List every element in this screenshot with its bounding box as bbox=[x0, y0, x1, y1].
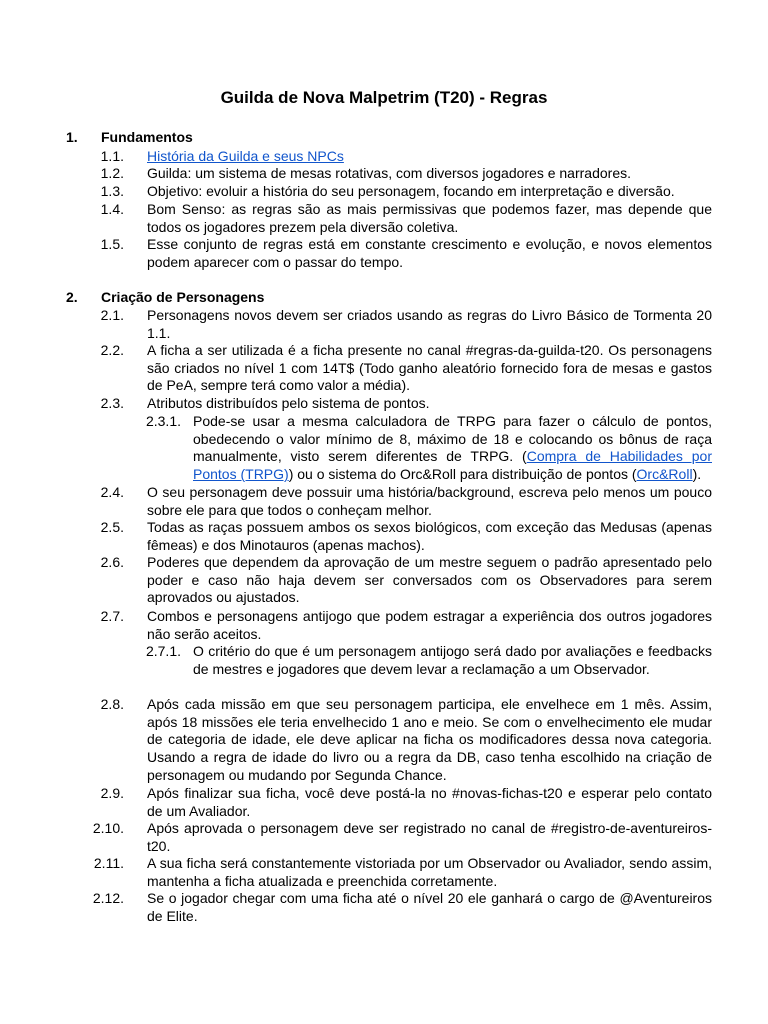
list-item: A ficha a ser utilizada é a ficha presente no canal #regras-da-guilda-t20. Os personagens são criados no nível 1 com 14T$ (Todo ganho aleatório fornecido fora de mesas e gastos de PeA, sempre terá como valor a média). bbox=[147, 342, 712, 394]
list-item: A sua ficha será constantemente vistoriada por um Observador ou Avaliador, sendo assim, mantenha a ficha atualizada e preenchida corretamente. bbox=[147, 855, 712, 889]
list-item: Todas as raças possuem ambos os sexos biológicos, com exceção das Medusas (apenas fêmeas) e dos Minotauros (apenas machos). bbox=[147, 519, 712, 553]
section-number: 1. bbox=[66, 129, 78, 145]
item-number: 1.2. bbox=[100, 165, 124, 181]
item-number: 2.9. bbox=[100, 785, 124, 801]
item-number: 2.8. bbox=[100, 696, 124, 712]
item-number: 2.3.1. bbox=[145, 413, 181, 429]
item-number: 2.5. bbox=[100, 519, 124, 535]
item-number: 2.6. bbox=[100, 554, 124, 570]
list-item bbox=[193, 413, 712, 484]
list-item: Atributos distribuídos pelo sistema de pontos. bbox=[147, 395, 430, 411]
section-title-fundamentos: Fundamentos bbox=[101, 129, 193, 145]
item-text: ). bbox=[692, 466, 702, 483]
item-number: 2.7. bbox=[100, 608, 124, 624]
page-title: Guilda de Nova Malpetrim (T20) - Regras bbox=[220, 88, 548, 107]
list-item: Após cada missão em que seu personagem participa, ele envelhece em 1 mês. Assim, após 18 missões ele teria envelhecido 1 ano e meio. Se com o envelhecimento ele mudar de categoria de idade, ele deve aplicar na ficha os modificadores dessa nova categoria. Usando a regra de idade do livro ou a regra da DB, caso tenha escolhido na criação de personagem ou mudando por Segunda Chance. bbox=[147, 696, 712, 783]
list-item: Personagens novos devem ser criados usando as regras do Livro Básico de Tormenta 20 1.1. bbox=[147, 307, 712, 341]
historia-guilda-link[interactable]: História da Guilda e seus NPCs bbox=[147, 148, 344, 164]
list-item: Esse conjunto de regras está em constante crescimento e evolução, e novos elementos podem aparecer com o passar do tempo. bbox=[147, 236, 712, 270]
list-item: Após aprovada o personagem deve ser registrado no canal de #registro-de-aventureiros-t20. bbox=[147, 820, 712, 854]
item-text: Pode-se usar a mesma calculadora de TRPG para fazer o cálculo de pontos, obedecendo o valor mínimo de 8, máximo de 18 e colocando os bônus de raça manualmente, visto serem diferentes de TRPG. ( bbox=[193, 413, 712, 465]
item-number: 1.4. bbox=[100, 201, 124, 217]
list-item: Bom Senso: as regras são as mais permissivas que podemos fazer, mas depende que todos os jogadores prezem pela diversão coletiva. bbox=[147, 201, 712, 235]
section-title-criacao: Criação de Personagens bbox=[101, 289, 265, 305]
item-number: 2.10. bbox=[92, 820, 124, 836]
list-item: Se o jogador chegar com uma ficha até o nível 20 ele ganhará o cargo de @Aventureiros de Elite. bbox=[147, 890, 712, 924]
list-item: Objetivo: evoluir a história do seu personagem, focando em interpretação e diversão. bbox=[147, 183, 675, 199]
list-item bbox=[147, 148, 712, 166]
item-number: 2.1. bbox=[100, 307, 124, 323]
section-number: 2. bbox=[66, 289, 78, 305]
item-number: 2.7.1. bbox=[145, 643, 181, 659]
orc-roll-link[interactable]: Orc&Roll bbox=[636, 466, 693, 483]
item-number: 2.4. bbox=[100, 484, 124, 500]
item-number: 2.11. bbox=[93, 855, 124, 871]
item-number: 2.12. bbox=[92, 890, 124, 906]
item-text: ) ou o sistema do Orc&Roll para distribuição de pontos ( bbox=[288, 466, 637, 483]
list-item: O seu personagem deve possuir uma história/background, escreva pelo menos um pouco sobre ele para que todos o conheçam melhor. bbox=[147, 484, 712, 518]
list-item: Guilda: um sistema de mesas rotativas, com diversos jogadores e narradores. bbox=[147, 165, 631, 181]
item-number: 2.2. bbox=[100, 342, 124, 358]
item-number: 1.1. bbox=[100, 148, 124, 164]
list-item: Combos e personagens antijogo que podem estragar a experiência dos outros jogadores não serão aceitos. bbox=[147, 608, 712, 642]
list-item: O critério do que é um personagem antijogo será dado por avaliações e feedbacks de mestres e jogadores que devem levar a reclamação a um Observador. bbox=[193, 643, 712, 677]
item-number: 1.5. bbox=[100, 236, 124, 252]
list-item: Poderes que dependem da aprovação de um mestre seguem o padrão apresentado pelo poder e caso não haja devem ser conversados com os Observadores para serem aprovados ou ajustados. bbox=[147, 554, 712, 606]
item-number: 1.3. bbox=[100, 183, 124, 199]
list-item: Após finalizar sua ficha, você deve postá-la no #novas-fichas-t20 e esperar pelo contato de um Avaliador. bbox=[147, 785, 712, 819]
compra-habilidades-link[interactable]: Compra de Habilidades por Pontos (TRPG) bbox=[193, 448, 712, 483]
item-number: 2.3. bbox=[100, 395, 124, 411]
